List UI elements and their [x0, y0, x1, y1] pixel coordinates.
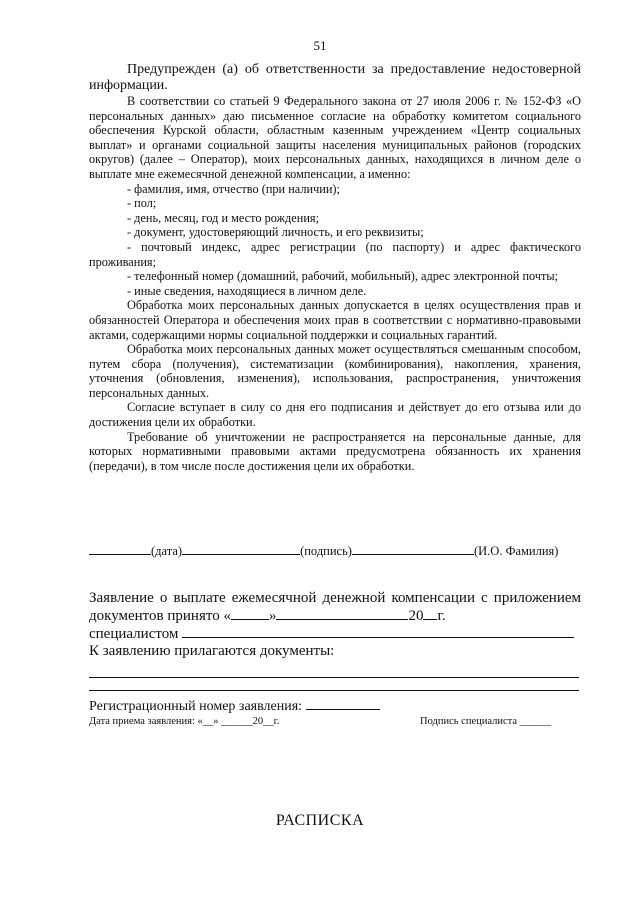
specialist-blank[interactable]	[182, 625, 574, 638]
accepted-text: Заявление о выплате ежемесячной денежной компенсации с приложением документов принято	[89, 590, 581, 624]
specialist-signature: Подпись специалиста ______	[420, 716, 552, 727]
receipt-title: РАСПИСКА	[275, 812, 365, 829]
date-blank[interactable]	[89, 542, 151, 555]
consent-intro: В соответствии со статьей 9 Федерального закона от 27 июля 2006 г. № 152-ФЗ «О персональных данных» даю письменное согласие на обработку комитетом социального обеспечения Курской области, областным казенным учреждением «Центр социальных выплат» и органами социальной защиты населения муниципальных районов (городских округов) (далее – Оператор), моих персональных данных, находящихся в личном деле о выплате мне ежемесячной денежной компенсации, а именно:	[89, 94, 581, 181]
list-item: - документ, удостоверяющий личность, и его реквизиты;	[127, 225, 424, 240]
day-blank[interactable]	[231, 607, 269, 620]
year-blank[interactable]	[423, 607, 437, 620]
name-label: (И.О. Фамилия)	[473, 544, 559, 558]
name-blank[interactable]	[352, 542, 474, 555]
quote-close: »	[268, 608, 277, 624]
registration-blank[interactable]	[306, 697, 380, 710]
list-item: - иные сведения, находящиеся в личном деле.	[127, 283, 367, 298]
validity-paragraph: Согласие вступает в силу со дня его подписания и действует до его отзыва или до достижения цели их обработки.	[89, 400, 581, 430]
consent-section	[89, 62, 581, 473]
registration-label: Регистрационный номер заявления:	[89, 699, 303, 714]
registration-row	[89, 697, 380, 715]
list-item: - телефонный номер (домашний, рабочий, мобильный), адрес электронной почты;	[127, 269, 559, 284]
date-label: (дата)	[151, 544, 183, 558]
year-suffix: г.	[437, 608, 446, 624]
list-item: - день, месяц, год и место рождения;	[127, 210, 320, 225]
accepted-paragraph	[89, 590, 581, 625]
documents-line[interactable]	[89, 678, 579, 691]
date-received: Дата приема заявления: «__» ______20__г.	[89, 716, 280, 727]
specialist-label: специалистом	[89, 626, 179, 642]
list-item: - фамилия, имя, отчество (при наличии);	[127, 181, 340, 196]
purpose-paragraph: Обработка моих персональных данных допускается в целях осуществления прав и обязанностей Оператора и обеспечения моих прав в соответствии с нормативно-правовыми актами, содержащими нормы социальной поддержки и социальных гарантий.	[89, 298, 581, 342]
signature-line	[89, 542, 589, 559]
attached-label: К заявлению прилагаются документы:	[89, 643, 335, 659]
signature-label: (подпись)	[300, 544, 352, 558]
processing-paragraph: Обработка моих персональных данных может осуществляться смешанным способом, путем сбора (получения), систематизации (комбинирования), накопления, хранения, уточнения (обновления, изменения), использования, распространения, уничтожения персональных данных.	[89, 342, 581, 400]
signature-blank[interactable]	[182, 542, 300, 555]
quote-open: «	[223, 608, 231, 624]
page-number: 51	[313, 38, 327, 53]
documents-line[interactable]	[89, 660, 579, 678]
warning-text: Предупрежден (а) об ответственности за предоставление недостоверной информации.	[89, 62, 581, 93]
application-section	[89, 590, 581, 691]
month-blank[interactable]	[276, 607, 408, 620]
destruction-paragraph: Требование об уничтожении не распространяется на персональные данные, для которых нормативными правовыми актами предусмотрена обязанность их хранения (передачи), в том числе после достижения цели их обработки.	[89, 429, 581, 473]
list-item: - почтовый индекс, адрес регистрации (по паспорту) и адрес фактического проживания;	[89, 239, 581, 269]
list-item: - пол;	[127, 196, 157, 211]
specialist-row	[89, 625, 581, 643]
year-prefix: 20	[408, 608, 424, 624]
